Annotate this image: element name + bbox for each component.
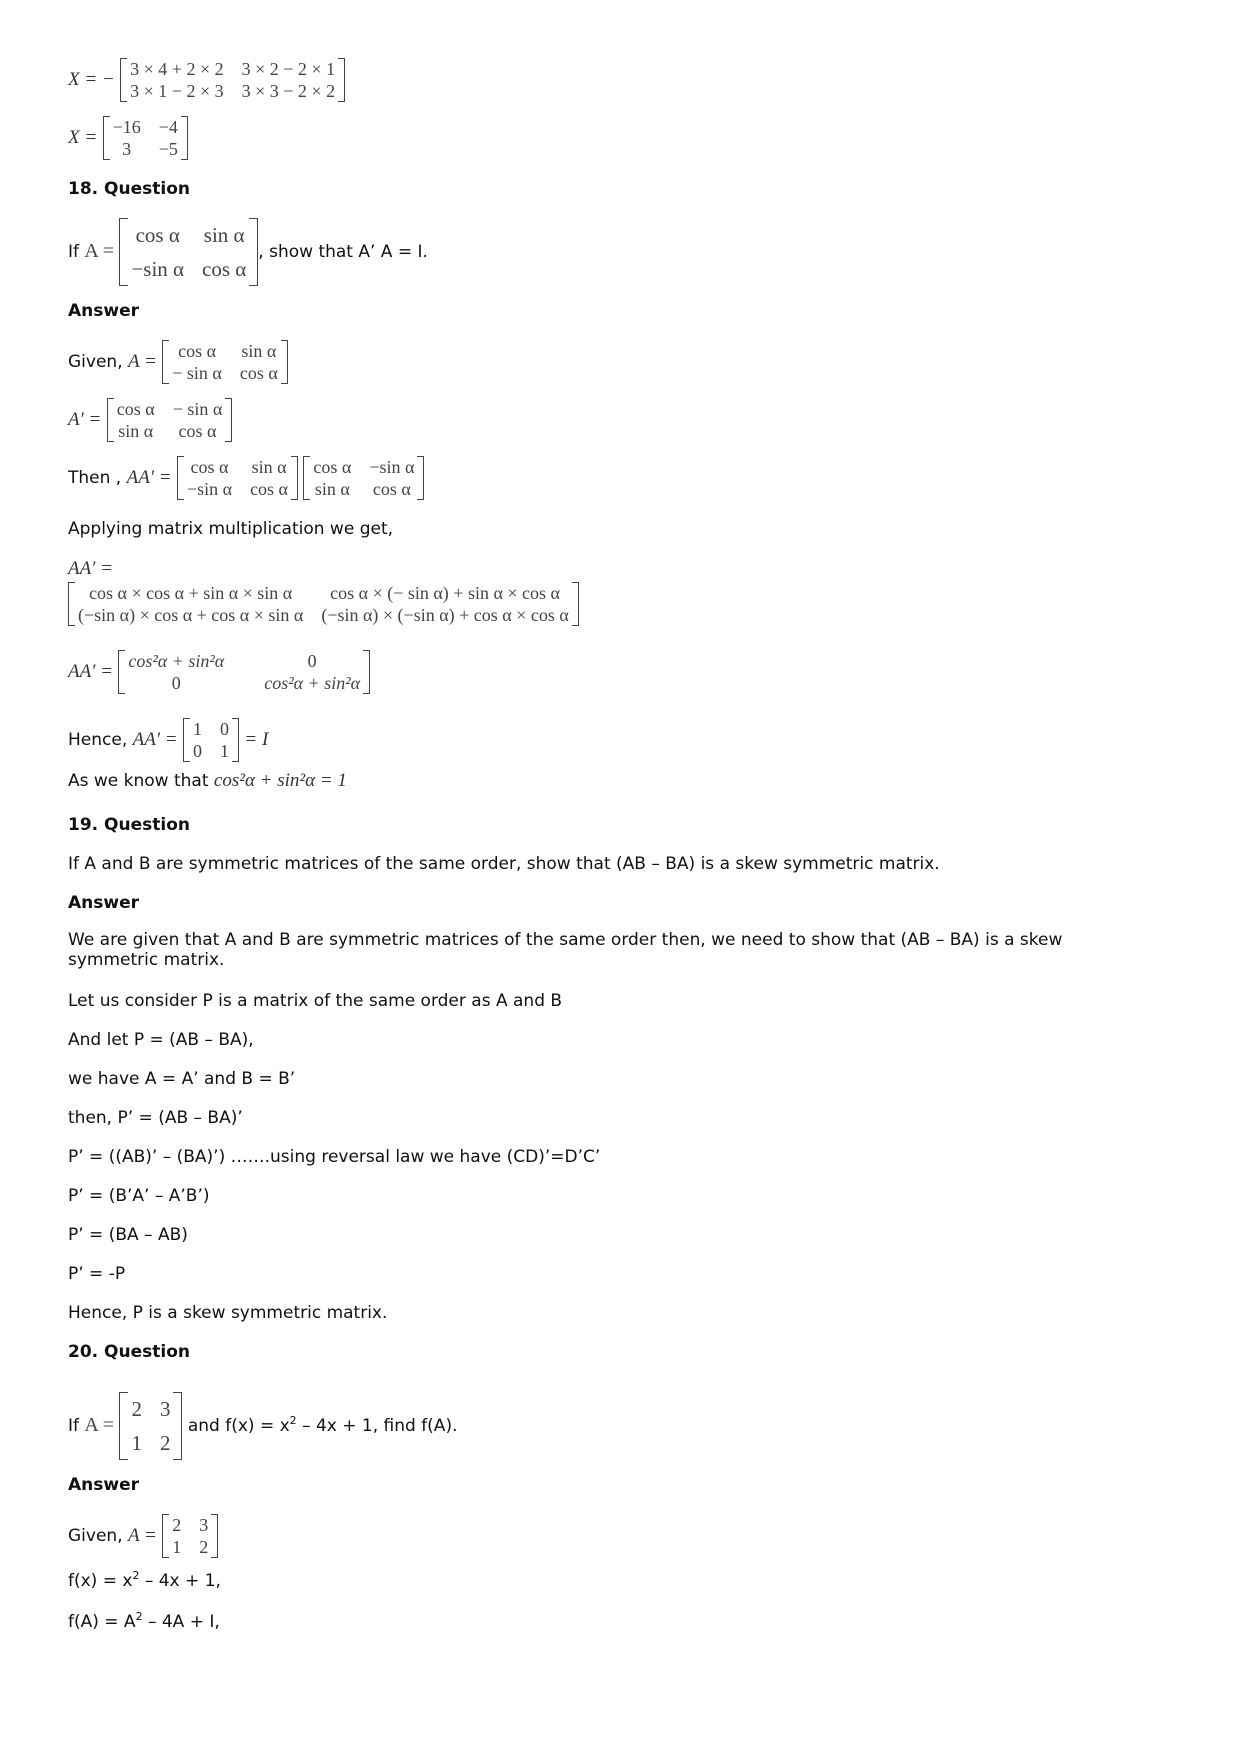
q19-answer-line-0: We are given that A and B are symmetric matrices of the same order then, we need to show that (AB – BA) is a skew symmetric matrix. xyxy=(68,930,1063,970)
q19-answer-line-6: P’ = (B’A’ – A’B’) xyxy=(68,1186,210,1206)
q18-given-line: Given, A = cos α sin α − sin α cos α xyxy=(68,340,288,384)
q18-transpose-matrix: cos α − sin α sin α cos α xyxy=(107,398,233,442)
q19-answer-heading: Answer xyxy=(68,893,139,913)
q18-applying-text: Applying matrix multiplication we get, xyxy=(68,519,394,539)
q18-transpose-line: A′ = cos α − sin α sin α cos α xyxy=(68,398,232,442)
q19-answer-line-2: And let P = (AB – BA), xyxy=(68,1030,254,1050)
q20-given-matrix: 2 3 1 2 xyxy=(162,1514,218,1558)
q20-answer-heading: Answer xyxy=(68,1475,139,1495)
x-expression-line xyxy=(68,58,345,102)
q19-question: If A and B are symmetric matrices of the same order, show that (AB – BA) is a skew symmetric matrix. xyxy=(68,854,940,874)
q18-given-matrix: cos α sin α − sin α cos α xyxy=(162,340,288,384)
q18-heading: 18. Question xyxy=(68,179,190,199)
q20-fA-line: $f(A) = A^2 - 4A + I$, xyxy=(68,1610,220,1632)
q20-heading: 20. Question xyxy=(68,1342,190,1362)
q18-identity-matrix: 1 0 0 1 xyxy=(183,718,239,762)
q20-matrix-A: 2 3 1 2 xyxy=(119,1392,182,1460)
q19-heading: 19. Question xyxy=(68,815,190,835)
matrix-x-expanded: 3 × 4 + 2 × 2 3 × 2 − 2 × 1 3 × 1 − 2 × 3 3 × 3 − 2 × 2 xyxy=(120,58,345,102)
q20-fx-line: $f(x) = x^2 - 4x + 1$, xyxy=(68,1569,221,1591)
q18-simplified-line: AA′ = cos²α + sin²α 0 0 cos²α + sin²α xyxy=(68,650,370,694)
q18-answer-heading: Answer xyxy=(68,301,139,321)
q19-answer-line-1: Let us consider P is a matrix of the same order as A and B xyxy=(68,991,563,1011)
matrix-x-result: −16 −4 3 −5 xyxy=(103,116,188,160)
q18-then-line: Then , AA′ = cos α sin α −sin α cos α cos α −sin α sin α cos α xyxy=(68,456,424,500)
q19-answer-line-3: we have A = A’ and B = B’ xyxy=(68,1069,296,1089)
q19-answer-line-7: P’ = (BA – AB) xyxy=(68,1225,188,1245)
q18-matrix-A: cos α sin α −sin α cos α xyxy=(119,218,258,286)
x-eq-neg: X = − xyxy=(68,69,115,90)
q20-question: If A = 2 3 1 2 and $f(x) = x^2 - 4x + 1$, find f(A). xyxy=(68,1392,457,1460)
q18-simplified-matrix: cos²α + sin²α 0 0 cos²α + sin²α xyxy=(118,650,370,694)
q18-then-matrix-1: cos α sin α −sin α cos α xyxy=(177,456,298,500)
q18-hence-line: Hence, AA′ = 1 0 0 1 = I xyxy=(68,719,269,761)
q19-answer-line-5: P’ = ((AB)’ – (BA)’) …….using reversal law we have (CD)’=D’C’ xyxy=(68,1147,601,1167)
q18-expanded-line xyxy=(68,582,579,626)
q18-expanded-matrix: cos α × cos α + sin α × sin α cos α × (− sin α) + sin α × cos α (−sin α) × cos α + cos α × sin α (−sin α) × (−sin α) + cos α × cos α xyxy=(68,582,579,626)
q18-as-we-know-line: As we know that cos²α + sin²α = 1 xyxy=(68,770,347,791)
q19-answer-line-8: P’ = -P xyxy=(68,1264,126,1284)
q19-answer-line-4: then, P’ = (AB – BA)’ xyxy=(68,1108,243,1128)
q18-aat-eq-label: AA′ = xyxy=(68,558,113,579)
q18-question: If A = cos α sin α −sin α cos α , show that A’ A = I. xyxy=(68,218,428,286)
q20-given-line: Given, A = 2 3 1 2 xyxy=(68,1514,218,1558)
x-result-line xyxy=(68,116,188,160)
q19-answer-line-9: Hence, P is a skew symmetric matrix. xyxy=(68,1303,388,1323)
q18-then-matrix-2: cos α −sin α sin α cos α xyxy=(303,456,424,500)
x-eq: X = xyxy=(68,127,98,148)
